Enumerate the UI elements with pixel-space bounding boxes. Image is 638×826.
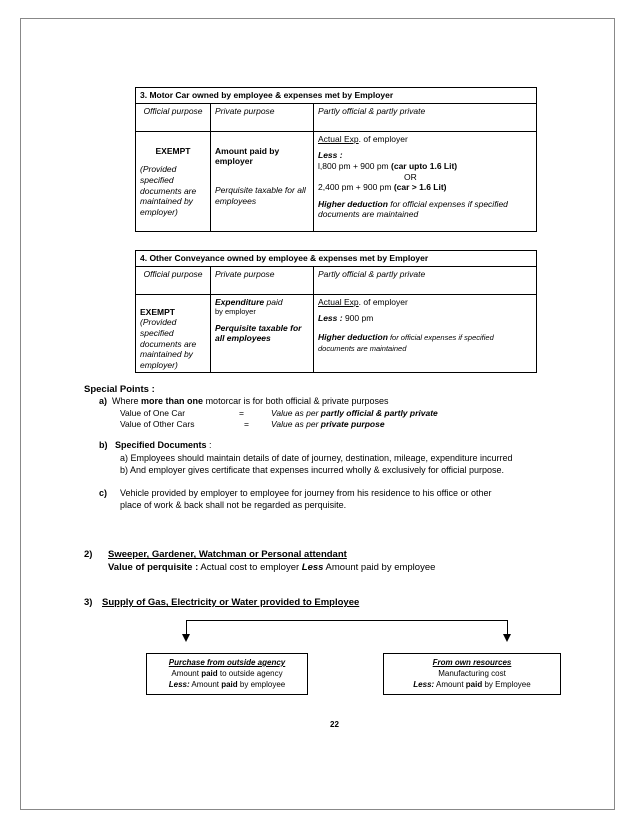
- option-2: 2,400 pm + 900 pm: [318, 182, 394, 193]
- arrow-down-icon: [182, 634, 190, 642]
- table-title: 4. Other Conveyance owned by employee & expenses met by Employer: [136, 251, 537, 267]
- point-c-label: c): [99, 488, 108, 498]
- exempt-note: (Provided specified documents are maintained by employer): [140, 317, 197, 370]
- less-value: 900 pm: [342, 313, 374, 324]
- outside-agency-box: [146, 653, 308, 695]
- or-label: OR: [404, 171, 417, 182]
- section-3-number: 3): [84, 597, 93, 608]
- actual-exp: Actual Exp: [318, 133, 359, 144]
- by-employer: by employer: [215, 307, 256, 317]
- value-label: Value of perquisite :: [108, 562, 199, 573]
- header-partly: Partly official & partly private: [314, 266, 537, 294]
- other-cars-eq: =: [244, 419, 249, 429]
- actual-exp: Actual Exp: [318, 296, 359, 307]
- header-partly: Partly official & partly private: [314, 103, 537, 131]
- point-c-line1: Vehicle provided by employer to employee for journey from his residence to his office or other: [120, 488, 492, 498]
- point-b-colon: :: [206, 440, 212, 450]
- l3-paid: paid: [465, 679, 483, 689]
- one-car-val: partly official & partly private: [320, 408, 438, 418]
- official-cell: [136, 294, 211, 373]
- point-a-label: a): [99, 396, 108, 406]
- other-cars-pre: Value as per: [271, 419, 321, 429]
- official-cell: [136, 131, 211, 231]
- value-post: Amount paid by employee: [323, 562, 436, 573]
- other-cars-value: [271, 419, 385, 430]
- point-b-heading: Specified Documents: [115, 440, 207, 450]
- value-pre: Actual cost to employer: [198, 562, 302, 573]
- one-car-pre: Value as per: [271, 408, 321, 418]
- motor-car-table: [135, 87, 537, 232]
- value-less: Less: [301, 562, 324, 573]
- flow-line-right: [507, 620, 508, 634]
- header-official: Official purpose: [136, 266, 211, 294]
- higher-deduction: Higher deduction: [318, 331, 388, 342]
- higher-deduction: Higher deduction: [318, 198, 388, 209]
- special-points-heading: Special Points :: [84, 384, 155, 395]
- arrow-down-icon: [503, 634, 511, 642]
- own-resources-line2: Manufacturing cost: [438, 668, 506, 678]
- special-point-b: [99, 440, 212, 452]
- l3-paid: paid: [221, 679, 238, 689]
- option-1: l,800 pm + 900 pm: [318, 160, 392, 171]
- point-b1: a) Employees should maintain details of date of journey, destination, mileage, expenditure incurred: [120, 453, 513, 463]
- section-2-number: 2): [84, 549, 93, 560]
- one-car-label: Value of One Car: [120, 408, 186, 418]
- outside-agency-title: Purchase from outside agency: [168, 658, 286, 667]
- less-label: Less :: [318, 150, 343, 161]
- exempt-note: (Provided specified documents are maintained by employer): [140, 164, 197, 217]
- l2-post: to outside agency: [217, 668, 283, 678]
- own-resources-line3: [384, 680, 560, 691]
- l3-less: Less:: [413, 679, 435, 689]
- other-cars-val: private purpose: [320, 419, 385, 429]
- partly-cell: [314, 131, 537, 231]
- point-a-post: motorcar is for both official & private purposes: [203, 396, 389, 406]
- other-conveyance-table: [135, 250, 537, 373]
- flow-line-horizontal: [186, 620, 508, 621]
- private-cell: [211, 131, 314, 231]
- point-a-bold: more than one: [141, 396, 204, 406]
- l2-bold: paid: [201, 668, 218, 678]
- own-resources-box: [383, 653, 561, 695]
- flow-line-left: [186, 620, 187, 634]
- section-2-value: [108, 562, 435, 574]
- header-private: Private purpose: [211, 266, 314, 294]
- private-cell: [211, 294, 314, 373]
- l3-pre: Amount: [434, 679, 466, 689]
- one-car-value: [271, 408, 438, 419]
- l3-pre: Amount: [189, 679, 222, 689]
- exempt-label: EXEMPT: [155, 145, 191, 156]
- point-b-label: b): [99, 440, 108, 450]
- exempt-label: EXEMPT: [140, 306, 175, 317]
- section-2-heading: Sweeper, Gardener, Watchman or Personal attendant: [108, 549, 347, 560]
- l3-less: Less:: [168, 679, 190, 689]
- other-cars-label: Value of Other Cars: [120, 419, 195, 429]
- l3-post: by employee: [237, 679, 286, 689]
- header-official: Official purpose: [136, 103, 211, 131]
- point-c-line2: place of work & back shall not be regarded as perquisite.: [120, 500, 347, 510]
- higher-deduction-rest: for official expenses if specified documents are maintained: [318, 198, 508, 220]
- amount-paid-label: Amount paid by employer: [215, 145, 280, 167]
- point-b2: b) And employer gives certificate that expenses incurred wholly & exclusively for official purpose.: [120, 465, 505, 475]
- expenditure-label: Expenditure: [215, 296, 265, 307]
- own-resources-title: From own resources: [432, 658, 512, 667]
- partly-cell: [314, 294, 537, 373]
- section-3-heading: Supply of Gas, Electricity or Water provided to Employee: [102, 597, 360, 608]
- outside-agency-line3: [147, 680, 307, 691]
- higher-deduction-rest: for official expenses if specified documents are maintained: [318, 332, 494, 353]
- expenditure-rest: paid: [264, 296, 283, 307]
- l3-post: by Employee: [482, 679, 531, 689]
- table-title: 3. Motor Car owned by employee & expenses met by Employer: [136, 88, 537, 104]
- perquisite-note: Perquisite taxable for all employees: [215, 322, 302, 344]
- one-car-eq: =: [239, 408, 244, 418]
- option-2-cond: (car > 1.6 Lit): [393, 182, 447, 193]
- page-number: 22: [330, 720, 339, 729]
- special-point-a: [99, 396, 388, 408]
- header-private: Private purpose: [211, 103, 314, 131]
- actual-exp-rest: . of employer: [358, 133, 408, 144]
- outside-agency-line2: [147, 669, 307, 680]
- perquisite-note: Perquisite taxable for all employees: [215, 184, 306, 206]
- option-1-cond: (car upto 1.6 Lit): [391, 160, 458, 171]
- l2-pre: Amount: [171, 668, 202, 678]
- actual-exp-rest: . of employer: [358, 296, 408, 307]
- less-label: Less :: [318, 313, 343, 324]
- point-a-pre: Where: [112, 396, 142, 406]
